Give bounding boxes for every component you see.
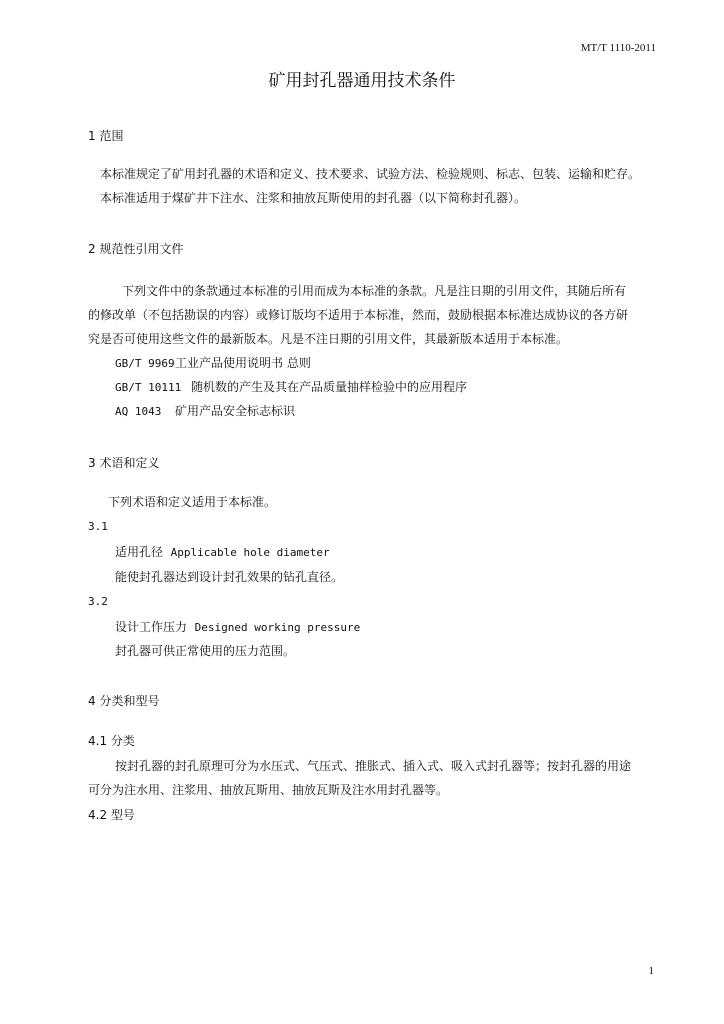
reference-code: GB/T 10111 <box>115 381 182 394</box>
standard-code: MT/T 1110-2011 <box>580 42 656 54</box>
section-1-paragraph-1: 本标准规定了矿用封孔器的术语和定义、技术要求、试验方法、检验规则、标志、包装、运输和贮存。 <box>100 167 641 181</box>
section-4-heading: 4 分类和型号 <box>88 694 160 708</box>
reference-item <box>115 379 724 396</box>
section-2-heading: 2 规范性引用文件 <box>88 242 184 256</box>
document-title: 矿用封孔器通用技术条件 <box>268 71 456 91</box>
section-3-intro: 下列术语和定义适用于本标准。 <box>108 495 277 509</box>
section-2-line-2: 的修改单（不包括勘误的内容）或修订版均不适用于本标准，然而，鼓励根据本标准达成协议的各方研 <box>88 308 629 322</box>
term-3-2-number: 3.2 <box>88 595 108 608</box>
reference-item <box>115 403 724 420</box>
section-1-heading: 1 范围 <box>88 129 124 143</box>
section-4-1-heading: 4.1 分类 <box>88 734 135 748</box>
term-en: Applicable hole diameter <box>170 546 330 559</box>
reference-title: 随机数的产生及其在产品质量抽样检验中的应用程序 <box>191 380 468 394</box>
term-3-2-definition: 封孔器可供正常使用的压力范围。 <box>115 644 296 658</box>
section-1-paragraph-2: 本标准适用于煤矿井下注水、注浆和抽放瓦斯使用的封孔器（以下简称封孔器）。 <box>100 191 527 205</box>
section-2-line-3: 究是否可使用这些文件的最新版本。凡是不注日期的引用文件，其最新版本适用于本标准。 <box>88 332 569 346</box>
term-3-1-title <box>115 544 724 561</box>
reference-title: 工业产品使用说明书 总则 <box>175 356 311 370</box>
section-3-heading: 3 术语和定义 <box>88 456 160 470</box>
section-4-1-line-2: 可分为注水用、注浆用、抽放瓦斯用、抽放瓦斯及注水用封孔器等。 <box>88 783 449 797</box>
reference-title: 矿用产品安全标志标识 <box>175 404 296 418</box>
term-en: Designed working pressure <box>194 621 361 634</box>
term-3-2-title <box>115 619 724 636</box>
term-zh: 适用孔径 <box>115 545 164 559</box>
term-3-1-definition: 能使封孔器达到设计封孔效果的钻孔直径。 <box>115 570 344 584</box>
term-3-1-number: 3.1 <box>88 520 108 533</box>
reference-item <box>115 355 724 372</box>
reference-code: AQ 1043 <box>115 405 162 418</box>
reference-code: GB/T 9969 <box>115 357 175 370</box>
page-number: 1 <box>648 965 654 977</box>
section-4-1-line-1: 按封孔器的封孔原理可分为水压式、气压式、推胀式、插入式、吸入式封孔器等；按封孔器的用途 <box>115 759 632 773</box>
section-4-2-heading: 4.2 型号 <box>88 808 135 822</box>
term-zh: 设计工作压力 <box>115 620 188 634</box>
section-2-line-1: 下列文件中的条款通过本标准的引用而成为本标准的条款。凡是注日期的引用文件，其随后所有 <box>122 284 627 298</box>
